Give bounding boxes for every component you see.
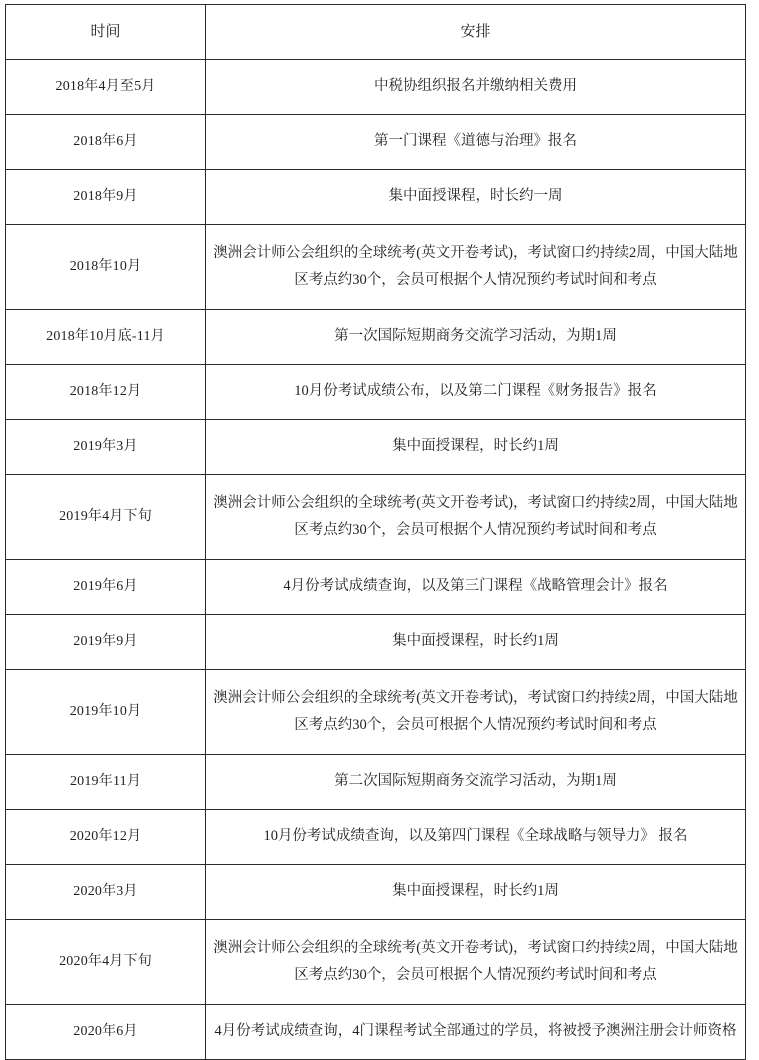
cell-time: 2019年10月 — [6, 670, 206, 755]
cell-time: 2019年3月 — [6, 420, 206, 475]
table-row — [6, 670, 746, 755]
table-row — [6, 225, 746, 310]
cell-plan: 第一门课程《道德与治理》报名 — [206, 115, 746, 170]
table-row — [6, 365, 746, 420]
cell-time: 2018年10月底-11月 — [6, 310, 206, 365]
cell-time: 2019年11月 — [6, 755, 206, 810]
cell-time: 2018年9月 — [6, 170, 206, 225]
cell-time: 2019年4月下旬 — [6, 475, 206, 560]
cell-plan: 集中面授课程，时长约一周 — [206, 170, 746, 225]
cell-time: 2020年4月下旬 — [6, 920, 206, 1005]
cell-plan: 澳洲会计师公会组织的全球统考(英文开卷考试)，考试窗口约持续2周，中国大陆地区考点约30个，会员可根据个人情况预约考试时间和考点 — [206, 475, 746, 560]
table-row — [6, 560, 746, 615]
cell-time: 2020年6月 — [6, 1005, 206, 1060]
table-row — [6, 475, 746, 560]
cell-plan: 4月份考试成绩查询，4门课程考试全部通过的学员，将被授予澳洲注册会计师资格 — [206, 1005, 746, 1060]
cell-plan: 澳洲会计师公会组织的全球统考(英文开卷考试)，考试窗口约持续2周，中国大陆地区考点约30个，会员可根据个人情况预约考试时间和考点 — [206, 920, 746, 1005]
table-row — [6, 1005, 746, 1060]
table-row — [6, 865, 746, 920]
cell-time: 2018年6月 — [6, 115, 206, 170]
cell-time: 2019年6月 — [6, 560, 206, 615]
table-header-row — [6, 5, 746, 60]
cell-time: 2020年3月 — [6, 865, 206, 920]
cell-plan: 4月份考试成绩查询，以及第三门课程《战略管理会计》报名 — [206, 560, 746, 615]
table-header — [6, 5, 746, 60]
cell-plan: 澳洲会计师公会组织的全球统考(英文开卷考试)，考试窗口约持续2周，中国大陆地区考点约30个，会员可根据个人情况预约考试时间和考点 — [206, 670, 746, 755]
table-row — [6, 60, 746, 115]
cell-plan: 澳洲会计师公会组织的全球统考(英文开卷考试)，考试窗口约持续2周，中国大陆地区考点约30个，会员可根据个人情况预约考试时间和考点 — [206, 225, 746, 310]
table-row — [6, 115, 746, 170]
table-row — [6, 810, 746, 865]
cell-time: 2018年12月 — [6, 365, 206, 420]
cell-time: 2019年9月 — [6, 615, 206, 670]
column-header-plan: 安排 — [206, 5, 746, 60]
cell-plan: 10月份考试成绩公布，以及第二门课程《财务报告》报名 — [206, 365, 746, 420]
cell-plan: 集中面授课程，时长约1周 — [206, 615, 746, 670]
cell-time: 2018年10月 — [6, 225, 206, 310]
schedule-table — [5, 4, 746, 1060]
table-body — [6, 60, 746, 1060]
table-row — [6, 755, 746, 810]
cell-time: 2018年4月至5月 — [6, 60, 206, 115]
table-row — [6, 170, 746, 225]
column-header-time: 时间 — [6, 5, 206, 60]
cell-plan: 10月份考试成绩查询，以及第四门课程《全球战略与领导力》 报名 — [206, 810, 746, 865]
table-row — [6, 420, 746, 475]
cell-time: 2020年12月 — [6, 810, 206, 865]
table-row — [6, 920, 746, 1005]
cell-plan: 中税协组织报名并缴纳相关费用 — [206, 60, 746, 115]
cell-plan: 集中面授课程，时长约1周 — [206, 865, 746, 920]
cell-plan: 集中面授课程，时长约1周 — [206, 420, 746, 475]
table-row — [6, 615, 746, 670]
cell-plan: 第一次国际短期商务交流学习活动，为期1周 — [206, 310, 746, 365]
table-row — [6, 310, 746, 365]
cell-plan: 第二次国际短期商务交流学习活动，为期1周 — [206, 755, 746, 810]
